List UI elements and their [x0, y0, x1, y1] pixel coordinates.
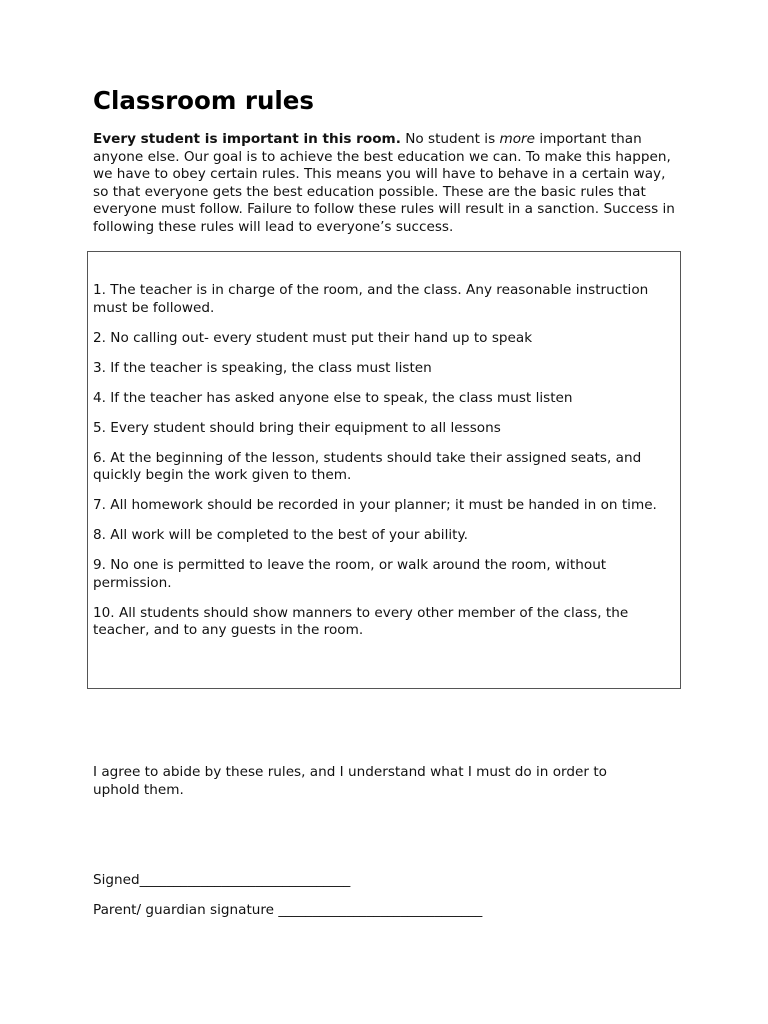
rule-item-9: 9. No one is permitted to leave the room, or walk around the room, without permission. [93, 557, 607, 591]
intro-lead: Every student is important in this room. [93, 131, 401, 147]
rule-item-4: 4. If the teacher has asked anyone else to speak, the class must listen [93, 389, 573, 406]
rule-item-8: 8. All work will be completed to the best of your ability. [93, 527, 468, 544]
rule-item-2: 2. No calling out- every student must put their hand up to speak [93, 329, 533, 346]
agreement-statement: I agree to abide by these rules, and I understand what I must do in order to uphold them. [93, 764, 607, 798]
rules-box [87, 251, 681, 689]
intro-emphasis: more [499, 131, 536, 147]
intro-text-before: No student is [400, 131, 500, 147]
rule-item-6: 6. At the beginning of the lesson, students should take their assigned seats, and quickly begin the work given to them. [93, 449, 642, 484]
rule-item-3: 3. If the teacher is speaking, the class must listen [93, 359, 432, 376]
rule-item-1: 1. The teacher is in charge of the room, and the class. Any reasonable instruction must be followed. [93, 282, 649, 316]
rule-item-5: 5. Every student should bring their equipment to all lessons [93, 419, 501, 436]
student-signature-line: Signed_______________________________ [93, 872, 351, 888]
page-title: Classroom rules [93, 86, 315, 115]
rules-list [88, 252, 680, 640]
intro-paragraph [93, 131, 683, 237]
parent-signature-line: Parent/ guardian signature ______________________________ [93, 902, 483, 918]
rule-item-7: 7. All homework should be recorded in your planner; it must be handed in on time. [93, 497, 657, 514]
intro-text-after: important than anyone else. Our goal is to achieve the best education we can. To make this happen, we have to obey certain rules. This means you will have to behave in a certain way, so that everyone gets the best education possible. These are the basic rules that everyone must follow. Failure to follow these rules will result in a sanction. Success in following these rules will lead to everyone’s success. [93, 131, 675, 235]
rule-item-10: 10. All students should show manners to every other member of the class, the teacher, and to any guests in the room. [93, 604, 629, 639]
